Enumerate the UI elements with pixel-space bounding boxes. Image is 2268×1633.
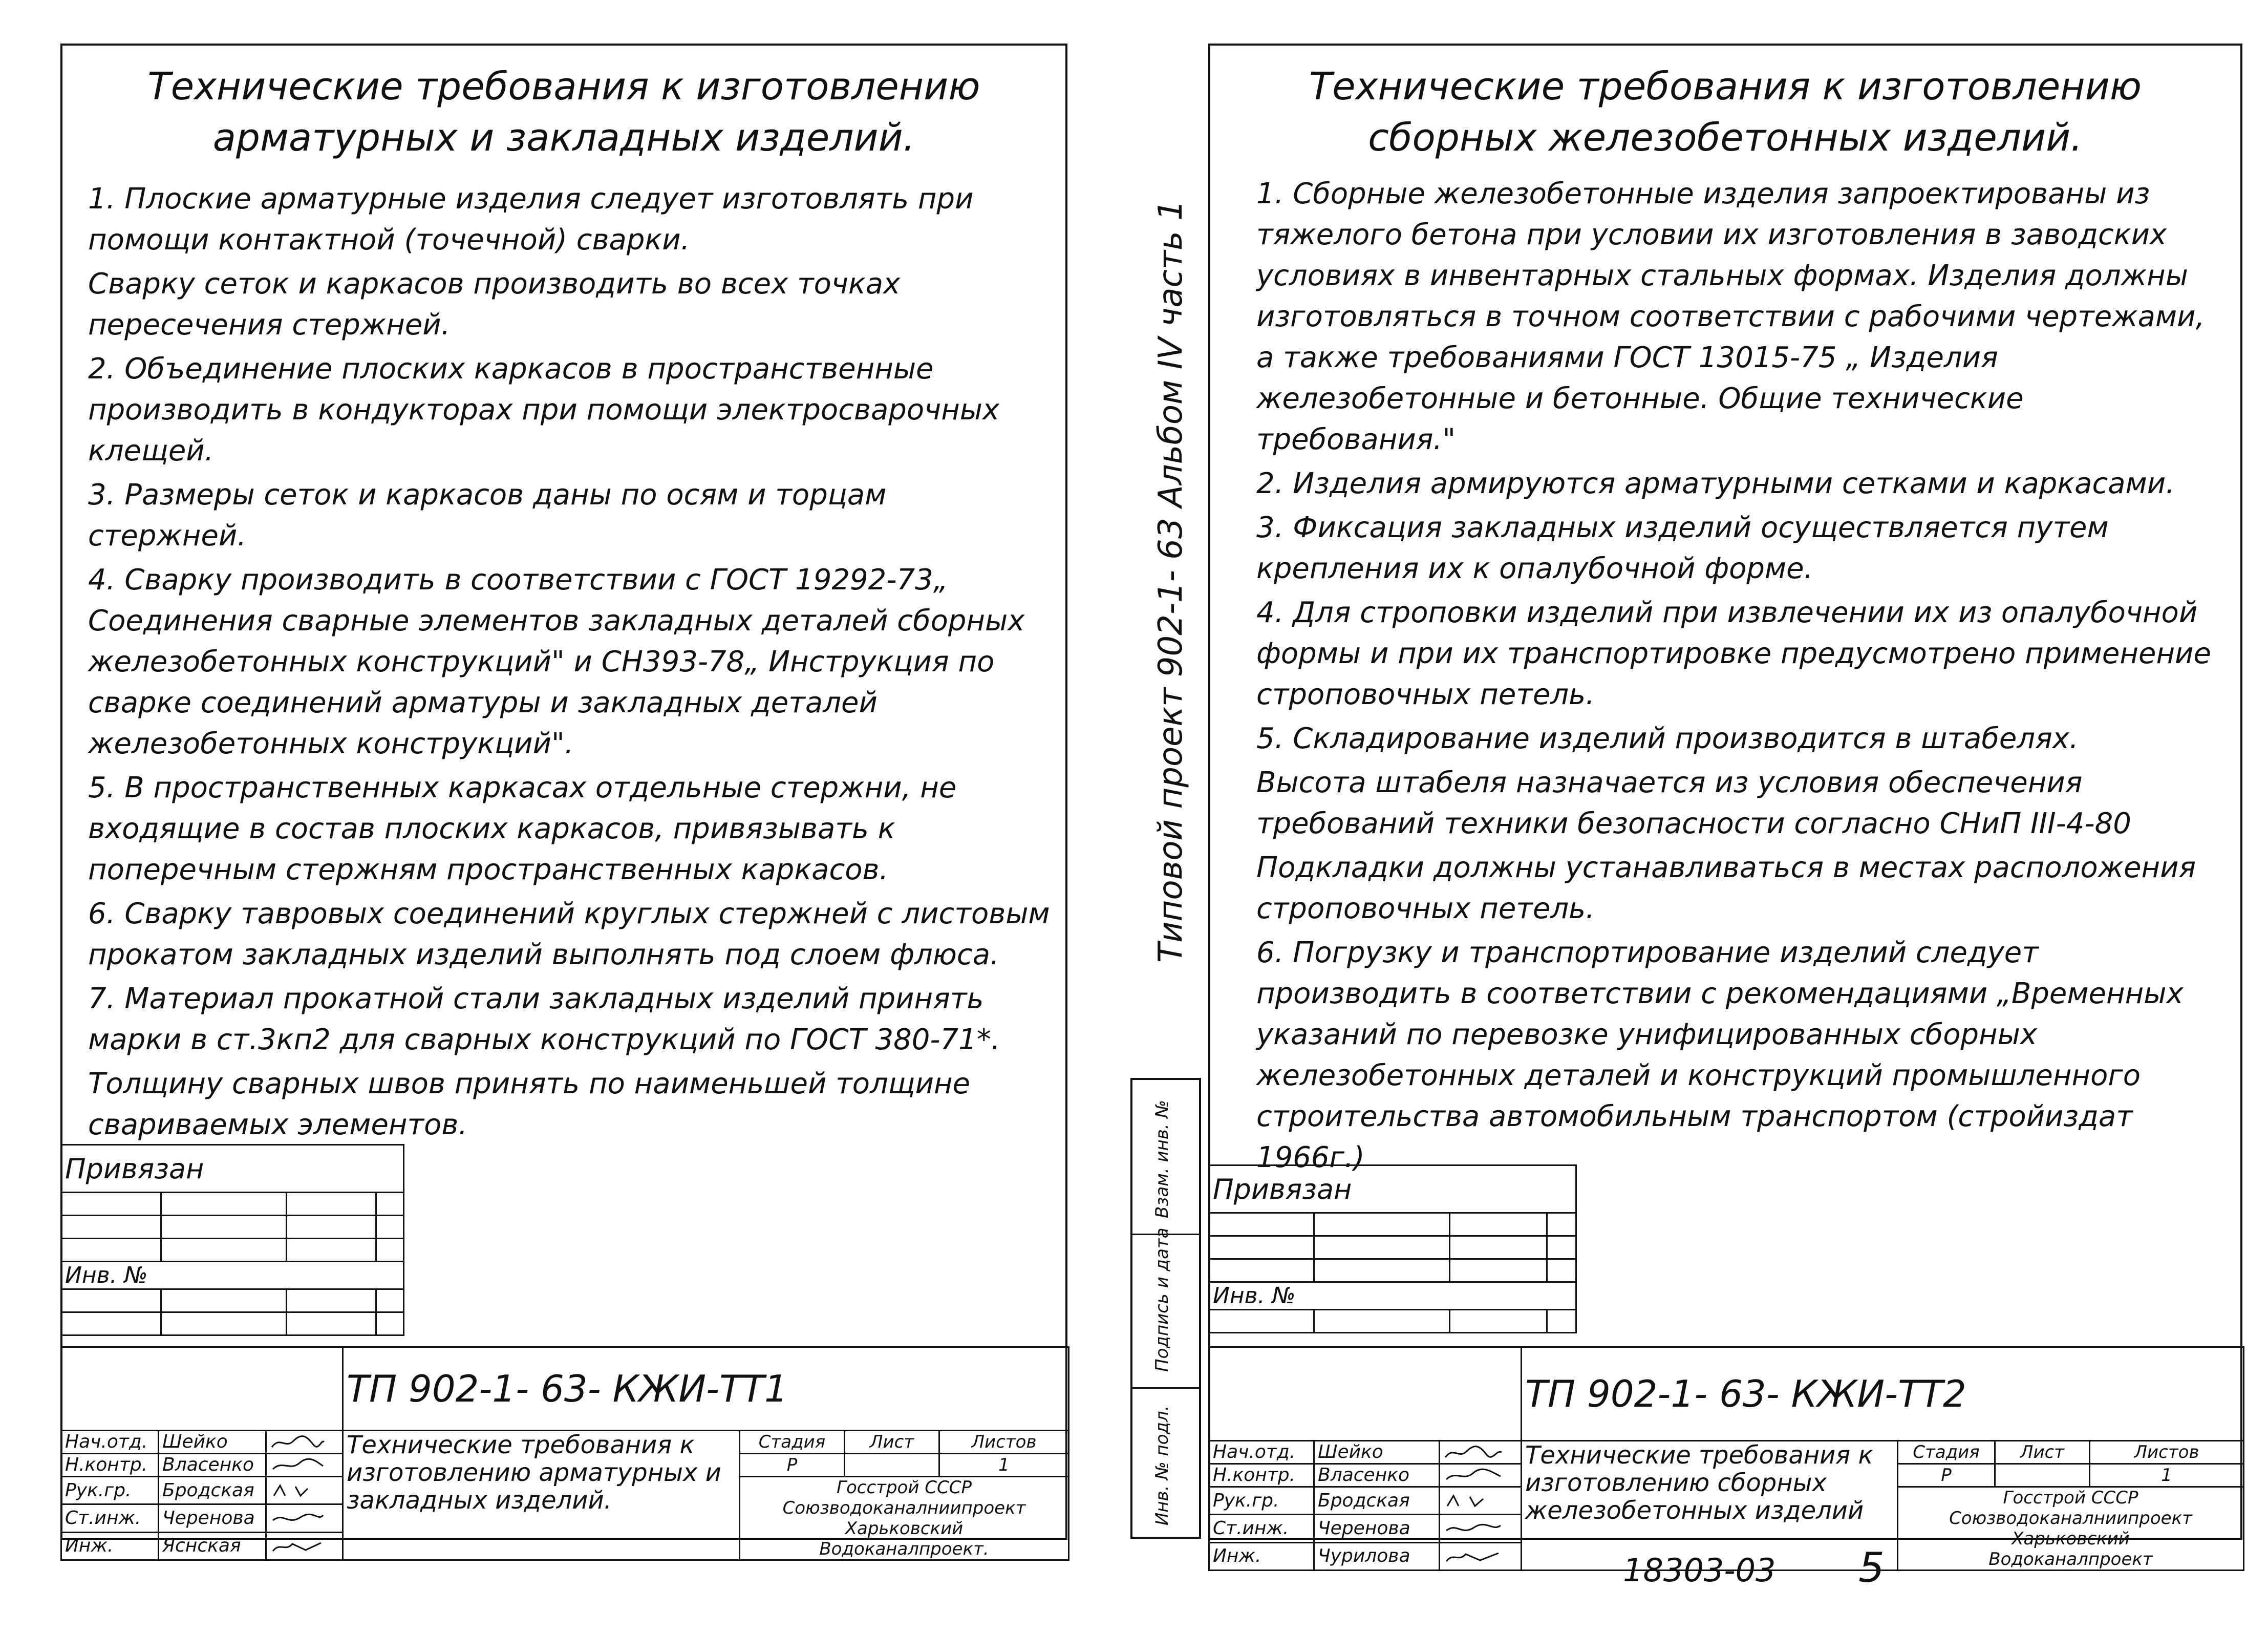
inv-label: Инв. №: [61, 1262, 404, 1289]
name: Власенко: [159, 1454, 266, 1477]
role: Ст.инж.: [61, 1504, 159, 1532]
stage-header: Стадия: [740, 1431, 845, 1454]
sheets-value: 1: [939, 1454, 1069, 1477]
name: Чурилова: [1314, 1542, 1440, 1570]
left-requirements: [88, 179, 1051, 1149]
signature-icon: [270, 1510, 326, 1528]
left-paragraph: Сварку сеток и каркасов производить во всех точках пересечения стержней.: [88, 267, 901, 342]
role: Н.контр.: [1209, 1464, 1314, 1487]
left-privyazan-table: [60, 1144, 404, 1336]
footer-number: 18303-03: [1623, 1552, 1776, 1589]
stage-value: Р: [740, 1454, 845, 1477]
stage-value: Р: [1898, 1464, 1995, 1487]
approval-label: Взам. инв. №: [1152, 1100, 1172, 1218]
org-line: Союзводоканалниипроект: [1949, 1508, 2192, 1529]
left-paragraph: 1. Плоские арматурные изделия следует изготовлять при помощи контактной (точечной) сварки.: [88, 182, 974, 257]
right-paragraph: 5. Складирование изделий производится в штабелях.: [1256, 722, 2079, 755]
drawing-description: Технические требования к изготовлению сборных железобетонных изделий: [1522, 1441, 1898, 1571]
signature-icon: [1443, 1493, 1505, 1510]
right-title-block: [1208, 1346, 2244, 1571]
left-paragraph: 4. Сварку производить в соответствии с ГОСТ 19292-73„ Соединения сварные элементов закладных деталей сборных железобетонных конструкций" и СН393-78„ Инструкция по сварке соединений арматуры и закладных деталей железобетонных конструкций".: [88, 563, 1025, 760]
role: Рук.гр.: [1209, 1487, 1314, 1515]
org-line: Госстрой СССР: [2003, 1488, 2138, 1508]
name: Бродская: [159, 1477, 266, 1504]
org-line: Харьковский: [845, 1518, 964, 1539]
left-paragraph: 6. Сварку тавровых соединений круглых стержней с листовым прокатом закладных изделий выполнять под слоем флюса.: [88, 897, 1050, 971]
name: Яснская: [159, 1532, 266, 1560]
sheets-header: Листов: [2090, 1441, 2244, 1464]
left-paragraph: Толщину сварных швов принять по наименьшей толщине свариваемых элементов.: [88, 1067, 971, 1141]
organization: [1898, 1487, 2244, 1571]
drawing-code: ТП 902-1- 63- КЖИ-ТТ1: [343, 1347, 1069, 1431]
right-requirements: [1256, 174, 2219, 1181]
org-line: Союзводоканалниипроект: [782, 1498, 1026, 1518]
right-paragraph: 4. Для строповки изделий при извлечении их из опалубочной формы и при их транспортировке предусмотрено применение строповочных петель.: [1256, 596, 2211, 711]
signature-icon: [270, 1457, 326, 1474]
inv-label: Инв. №: [1209, 1282, 1576, 1310]
role: Инж.: [61, 1532, 159, 1560]
signature-icon: [1443, 1467, 1505, 1484]
approval-label: Инв. № подл.: [1152, 1405, 1172, 1525]
left-title: [62, 61, 1065, 163]
right-paragraph: Подкладки должны устанавливаться в местах расположения строповочных петель.: [1256, 851, 2196, 925]
left-paragraph: 2. Объединение плоских каркасов в пространственные производить в кондукторах при помощи электросварочных клещей.: [88, 352, 1000, 468]
right-paragraph: 6. Погрузку и транспортирование изделий следует производить в соответствии с рекомендациями „Временных указаний по перевозке унифицированных сборных железобетонных деталей и конструкций промышленного строительства автомобильным транспортом (стройиздат 1966г.): [1256, 936, 2184, 1174]
page-number: 5: [1858, 1544, 1885, 1592]
right-sheet: [1208, 44, 2242, 1570]
right-title-line-2: сборных железобетонных изделий.: [1368, 116, 2083, 160]
right-privyazan-table: [1208, 1164, 1577, 1333]
name: Черенова: [159, 1504, 266, 1532]
signature-icon: [1443, 1548, 1505, 1565]
org-line: Водоканалпроект.: [819, 1539, 989, 1559]
name: Шейко: [159, 1431, 266, 1454]
left-paragraph: 5. В пространственных каркасах отдельные стержни, не входящие в состав плоских каркасов, привязывать к поперечным стержням пространственных каркасов.: [88, 771, 957, 886]
name: Бродская: [1314, 1487, 1440, 1515]
left-title-line-2: арматурных и закладных изделий.: [212, 116, 915, 160]
name: Власенко: [1314, 1464, 1440, 1487]
signature-icon: [1443, 1520, 1505, 1538]
privyazan-label: Привязан: [61, 1145, 404, 1193]
drawing-code: ТП 902-1- 63- КЖИ-ТТ2: [1522, 1347, 2244, 1441]
sheet-header: Лист: [1995, 1441, 2090, 1464]
right-paragraph: Высота штабеля назначается из условия обеспечения требований техники безопасности согласно СНиП III-4-80: [1256, 766, 2131, 840]
left-paragraph: 3. Размеры сеток и каркасов даны по осям и торцам стержней.: [88, 478, 887, 553]
role: Нач.отд.: [61, 1431, 159, 1454]
org-line: Харьковский: [2012, 1529, 2130, 1549]
right-paragraph: 2. Изделия армируются арматурными сетками и каркасами.: [1256, 467, 2175, 500]
right-paragraph: 1. Сборные железобетонные изделия запроектированы из тяжелого бетона при условии их изготовления в заводских условиях в инвентарных стальных формах. Изделия должны изготовляться в точном соответствии с рабочими чертежами, а также требованиями ГОСТ 13015-75 „ Изделия железобетонные и бетонные. Общие технические требования.": [1256, 177, 2205, 456]
right-title: [1210, 61, 2240, 163]
role: Нач.отд.: [1209, 1441, 1314, 1464]
org-line: Водоканалпроект: [1988, 1549, 2153, 1570]
privyazan-label: Привязан: [1209, 1165, 1576, 1213]
approval-column: [1130, 1078, 1201, 1539]
signature-icon: [270, 1434, 326, 1451]
sheets-header: Листов: [939, 1431, 1069, 1454]
right-paragraph: 3. Фиксация закладных изделий осуществляется путем крепления их к опалубочной форме.: [1256, 511, 2109, 585]
signature-icon: [270, 1482, 326, 1500]
left-title-line-1: Технические требования к изготовлению: [147, 65, 980, 109]
side-project-label: Типовой проект 902-1- 63 Альбом IV часть 1: [1152, 200, 1190, 963]
drawing-description: Технические требования к изготовлению арматурных и закладных изделий.: [343, 1431, 740, 1560]
org-line: Госстрой СССР: [837, 1477, 972, 1498]
name: Шейко: [1314, 1441, 1440, 1464]
signature-icon: [270, 1538, 326, 1555]
sheets-value: 1: [2090, 1464, 2244, 1487]
left-title-block: [60, 1346, 1069, 1561]
role: Ст.инж.: [1209, 1515, 1314, 1542]
role: Н.контр.: [61, 1454, 159, 1477]
signature-icon: [1443, 1444, 1505, 1461]
stage-header: Стадия: [1898, 1441, 1995, 1464]
left-paragraph: 7. Материал прокатной стали закладных изделий принять марки в ст.3кп2 для сварных конструкций по ГОСТ 380-71*.: [88, 982, 1000, 1056]
role: Рук.гр.: [61, 1477, 159, 1504]
approval-label: Подпись и дата: [1152, 1227, 1172, 1372]
organization: [740, 1477, 1069, 1560]
right-title-line-1: Технические требования к изготовлению: [1309, 65, 2142, 109]
role: Инж.: [1209, 1542, 1314, 1570]
left-sheet: [60, 44, 1067, 1559]
sheet-header: Лист: [845, 1431, 939, 1454]
name: Черенова: [1314, 1515, 1440, 1542]
